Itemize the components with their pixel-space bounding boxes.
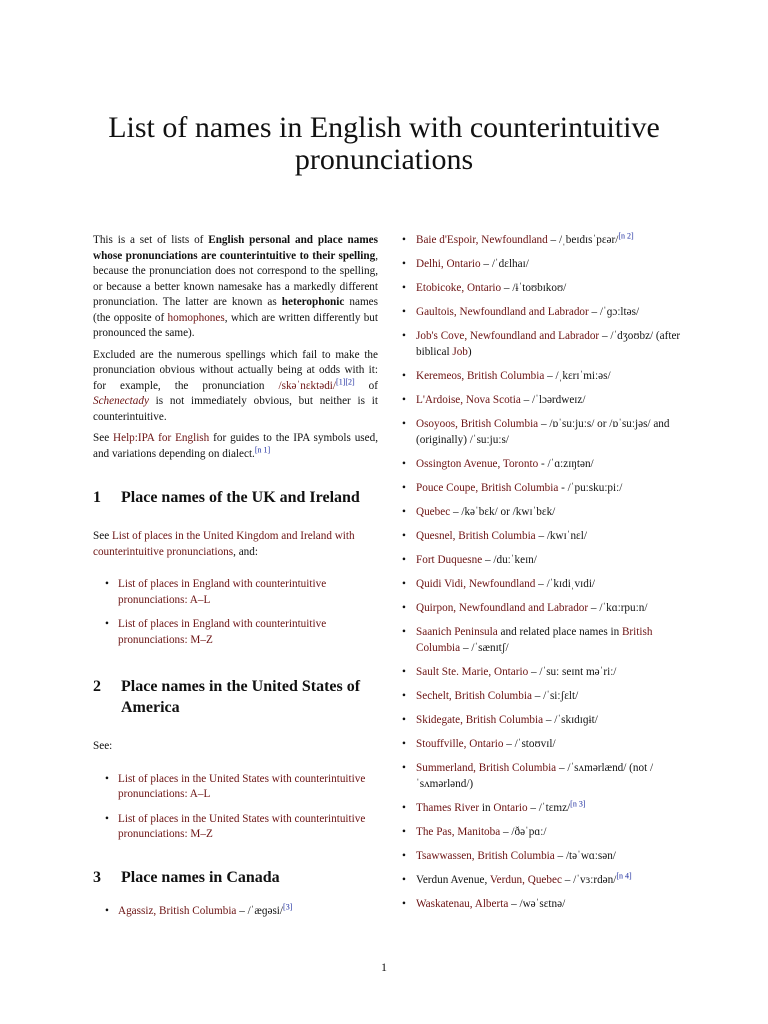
england-m-z-link[interactable]: List of places in England with counterintuitive pronunciations: M–Z — [118, 618, 327, 646]
schenectady-ipa-link[interactable]: /skəˈnɛktədi/ — [278, 379, 337, 392]
list-item — [402, 481, 684, 497]
canada-list-start — [93, 901, 378, 920]
reference-link[interactable]: [1] — [336, 376, 346, 386]
pronunciation: – /ɨˈtoʊbɪkoʊ/ — [501, 282, 567, 295]
section-intro — [93, 529, 378, 560]
intro-paragraph-1 — [93, 233, 378, 342]
pronunciation: - /ˈɑːzɪŋtən/ — [538, 457, 594, 470]
related-link[interactable]: Ontario — [493, 801, 528, 814]
place-link[interactable]: Ossington Avenue, Toronto — [416, 457, 539, 470]
list-item — [402, 849, 684, 865]
usa-m-z-link[interactable]: List of places in the United States with counterintuitive pronunciations: M–Z — [118, 812, 366, 840]
section-intro-text: , and: — [233, 545, 258, 558]
list-item — [402, 233, 684, 249]
pronunciation: – /ɒˈsuːjuːs/ or /ɒˈsuːjəs/ and (originally) /ˈsuːjuːs/ — [416, 418, 670, 446]
uk-ireland-list — [93, 577, 378, 648]
pronunciation: – /təˈwɑːsən/ — [554, 850, 616, 863]
bullet-icon: • — [402, 418, 406, 431]
reference-link[interactable]: [3] — [283, 901, 293, 911]
list-item — [402, 625, 684, 656]
pronunciation: – /ðəˈpɑː/ — [500, 826, 547, 839]
related-link[interactable]: British Columbia — [416, 626, 653, 654]
place-link[interactable]: Saanich Peninsula — [416, 626, 498, 639]
list-item — [402, 713, 684, 729]
pronunciation: in — [479, 801, 494, 814]
bullet-icon: • — [402, 369, 406, 382]
section-usa — [93, 676, 378, 843]
intro-paragraph-3 — [93, 431, 378, 462]
bullet-icon: • — [402, 762, 406, 775]
section-intro: See: — [93, 740, 113, 752]
place-link[interactable]: Fort Duquesne — [416, 554, 483, 567]
right-column — [402, 233, 684, 921]
related-link[interactable]: Job — [452, 345, 468, 358]
bullet-icon: • — [402, 602, 406, 615]
page-title: List of names in English with counterintuitive pronunciations — [108, 111, 660, 176]
intro-text: is not immediately obvious, but neither is it counterintuitive. — [93, 395, 378, 423]
place-link[interactable]: Tsawwassen, British Columbia — [416, 850, 555, 863]
list-item — [402, 257, 684, 273]
pronunciation: – /ˈkɑːrpuːn/ — [588, 602, 648, 615]
list-item — [402, 329, 684, 360]
place-link[interactable]: Agassiz, British Columbia — [118, 904, 237, 917]
list-item — [402, 281, 684, 297]
place-link[interactable]: Gaultois, Newfoundland and Labrador — [416, 306, 589, 319]
list-item — [402, 417, 684, 448]
section-title: Place names of the UK and Ireland — [121, 489, 360, 506]
intro-text: This is a set of lists of — [93, 234, 209, 246]
pronunciation: – /ˈkɪdiˌvɪdi/ — [535, 578, 596, 591]
intro — [93, 233, 378, 462]
england-a-l-link[interactable]: List of places in England with counterintuitive pronunciations: A–L — [118, 578, 327, 606]
list-item — [402, 577, 684, 593]
bullet-icon: • — [105, 812, 109, 825]
list-item — [402, 305, 684, 321]
intro-bold-text: English personal and place names whose pronunciations are counterintuitive to their spelling — [93, 234, 378, 262]
pronunciation: – /ˌkɛrɪˈmiːəs/ — [544, 369, 611, 382]
pronunciation: – /ˈskɪdɪɡɨt/ — [543, 714, 598, 727]
pronunciation: – /ˈsuː seɪnt məˈriː/ — [528, 666, 617, 678]
list-item — [402, 457, 684, 473]
place-link[interactable]: Sault Ste. Marie, Ontario — [416, 666, 529, 678]
schenectady-link[interactable] — [93, 395, 149, 407]
intro-text: of — [354, 379, 378, 392]
list-item — [402, 897, 684, 913]
place-link[interactable]: Sechelt, British Columbia — [416, 690, 532, 703]
place-link[interactable]: Osoyoos, British Columbia — [416, 418, 539, 431]
place-link[interactable]: Baie d'Espoir, Newfoundland — [416, 234, 548, 246]
left-column — [93, 233, 378, 928]
list-item — [402, 601, 684, 617]
place-link[interactable]: Quesnel, British Columbia — [416, 530, 536, 543]
pronunciation: – /ˈtɛmz/ — [527, 801, 571, 814]
list-item — [402, 505, 684, 521]
place-link[interactable]: Verdun, Quebec — [489, 874, 562, 887]
pronunciation: – /duːˈkeɪn/ — [482, 554, 537, 567]
place-link[interactable]: Etobicoke, Ontario — [416, 282, 502, 295]
usa-a-l-link[interactable]: List of places in the United States with counterintuitive pronunciations: A–L — [118, 772, 366, 800]
pronunciation: – /ˈsʌmərlænd/ (not /ˈsʌmərlənd/) — [416, 762, 654, 790]
place-link[interactable]: Pouce Coupe, British Columbia — [416, 481, 559, 494]
bullet-icon: • — [402, 530, 406, 543]
page-number: 1 — [381, 960, 387, 974]
pronunciation: – /ˈɡɔːltəs/ — [588, 306, 640, 319]
homophones-link[interactable]: homophones — [167, 311, 225, 324]
list-item — [402, 393, 684, 409]
bullet-icon: • — [402, 306, 406, 319]
place-link[interactable]: Summerland, British Columbia — [416, 762, 557, 775]
intro-bold-text: heterophonic — [281, 296, 345, 308]
intro-text: , which are written differently but pronounced the same). — [93, 311, 379, 339]
bullet-icon: • — [402, 801, 406, 814]
pronunciation: – /wəˈsɛtnə/ — [508, 898, 566, 911]
intro-text: , because the pronunciation does not correspond to the spelling, or because a better known namesake has a markedly different pronunciation. The latter are known as — [93, 249, 378, 308]
list-item — [402, 801, 684, 817]
bullet-icon: • — [402, 898, 406, 911]
schenectady-italic: Schenectady — [93, 395, 149, 407]
bullet-icon: • — [402, 258, 406, 271]
list-item — [93, 577, 378, 608]
place-link[interactable]: Thames River — [416, 801, 480, 814]
place-link[interactable]: L'Ardoise, Nova Scotia — [416, 394, 521, 407]
pronunciation: – /ˈsænɪtʃ/ — [460, 641, 509, 654]
section-heading — [93, 867, 378, 888]
place-link[interactable]: Waskatenau, Alberta — [416, 898, 509, 911]
place-link[interactable]: Job's Cove, Newfoundland and Labrador — [416, 330, 600, 343]
list-text: Verdun Avenue, — [416, 874, 490, 887]
list-item — [402, 873, 684, 889]
bullet-icon: • — [402, 505, 406, 518]
intro-text: Excluded are the numerous spellings which fail to make the pronunciation obvious without actually being at odds with it: for example, the pronunciation — [93, 348, 378, 392]
bullet-icon: • — [402, 738, 406, 751]
pronunciation: – /ˈdʒoʊbz/ (after biblical — [416, 330, 681, 358]
place-link[interactable]: Keremeos, British Columbia — [416, 369, 545, 382]
bullet-icon: • — [402, 578, 406, 591]
note-link[interactable]: [n 1] — [254, 444, 271, 454]
ipa-help-link[interactable]: Help:IPA for English — [113, 432, 210, 444]
place-link[interactable]: Stouffville, Ontario — [416, 738, 504, 751]
list-item — [402, 553, 684, 569]
place-link[interactable]: The Pas, Manitoba — [416, 826, 501, 839]
bullet-icon: • — [402, 850, 406, 863]
place-link[interactable]: Quebec — [416, 505, 451, 518]
pronunciation: – /kwɪˈnɛl/ — [535, 530, 587, 543]
bullet-icon: • — [402, 666, 406, 678]
canada-list-continued — [402, 233, 684, 913]
place-link[interactable]: Delhi, Ontario — [416, 258, 481, 271]
bullet-icon: • — [402, 282, 406, 295]
uk-ireland-list-link[interactable]: List of places in the United Kingdom and Ireland with counterintuitive pronunciations — [93, 530, 355, 558]
place-link[interactable]: Quidi Vidi, Newfoundland — [416, 578, 536, 591]
list-item — [402, 369, 684, 385]
section-title: Place names in the United States of America — [121, 678, 361, 716]
list-item — [402, 825, 684, 841]
intro-paragraph-2 — [93, 348, 378, 426]
intro-text: names (the opposite of — [93, 296, 378, 324]
list-item — [402, 529, 684, 545]
pronunciation: – /ˌbeɪdɪsˈpɛər/ — [547, 234, 619, 246]
list-item — [402, 761, 684, 792]
section-number: 1 — [93, 489, 101, 506]
bullet-icon: • — [402, 234, 406, 246]
bullet-icon: • — [402, 481, 406, 494]
intro-text: for guides to the IPA symbols used, and variations depending on dialect. — [93, 432, 379, 460]
bullet-icon: • — [402, 330, 406, 343]
bullet-icon: • — [402, 554, 406, 567]
pronunciation: – /ˈdɛlhaɪ/ — [480, 258, 529, 271]
section-heading — [93, 487, 378, 508]
pronunciation: - /ˈpuːskuːpiː/ — [558, 481, 623, 494]
list-item — [402, 737, 684, 753]
bullet-icon: • — [402, 394, 406, 407]
list-item — [402, 689, 684, 705]
pronunciation: – /ˈvɜːrdən/ — [561, 874, 617, 887]
note-link[interactable]: [n 4] — [616, 871, 632, 881]
pronunciation: ) — [467, 345, 472, 358]
bullet-icon: • — [402, 874, 406, 887]
bullet-icon: • — [105, 618, 109, 630]
bullet-icon: • — [402, 457, 406, 470]
section-uk-ireland — [93, 487, 378, 648]
bullet-icon: • — [402, 690, 406, 703]
place-link[interactable]: Quirpon, Newfoundland and Labrador — [416, 602, 589, 615]
bullet-icon: • — [402, 826, 406, 839]
section-number: 3 — [93, 868, 101, 886]
pronunciation: and related place names in — [497, 626, 622, 639]
bullet-icon: • — [105, 578, 109, 590]
place-link[interactable]: Skidegate, British Columbia — [416, 714, 544, 727]
intro-text: See — [93, 432, 114, 444]
section-title: Place names in Canada — [121, 868, 280, 886]
pronunciation: – /kəˈbɛk/ or /kwɪˈbɛk/ — [450, 505, 556, 518]
pronunciation: – /ˈsiːʃɛlt/ — [531, 690, 579, 703]
section-number: 2 — [93, 678, 101, 695]
usa-list — [93, 772, 378, 843]
pronunciation: – /ˈæɡəsi/ — [236, 904, 284, 917]
bullet-icon: • — [402, 714, 406, 727]
bullet-icon: • — [402, 626, 406, 639]
bullet-icon: • — [105, 772, 109, 785]
list-item — [402, 665, 684, 681]
pronunciation: – /ˈlɔərdweɪz/ — [520, 394, 586, 407]
list-item — [93, 901, 378, 920]
list-item — [93, 617, 378, 648]
list-item — [93, 812, 378, 843]
list-item — [93, 772, 378, 803]
reference-link[interactable]: [2] — [345, 376, 355, 386]
bullet-icon: • — [105, 904, 109, 917]
note-link[interactable]: [n 2] — [618, 231, 634, 241]
section-intro-text: See — [93, 530, 112, 542]
section-canada — [93, 867, 378, 920]
section-heading — [93, 676, 378, 718]
pronunciation: – /ˈstoʊvɪl/ — [503, 738, 556, 751]
note-link[interactable]: [n 3] — [570, 799, 586, 809]
